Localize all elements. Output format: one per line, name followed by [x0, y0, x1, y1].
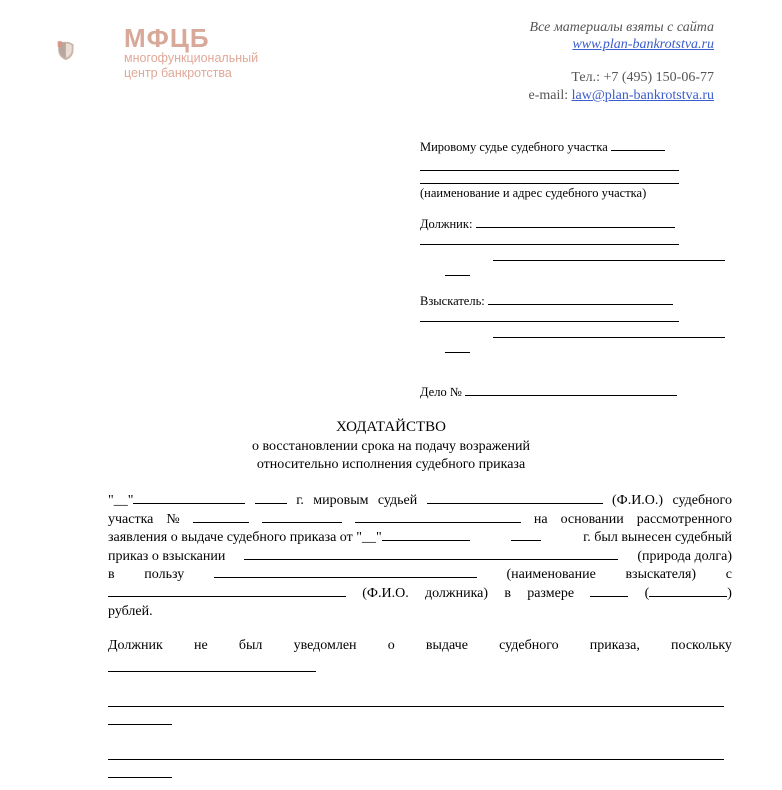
email-link[interactable]: law@plan-bankrotstva.ru [571, 88, 714, 103]
logo-subtitle: многофункциональный центр банкротства [124, 51, 259, 80]
logo-emblem [57, 17, 119, 85]
para-row-1: "__" г. мировым судьей (Ф.И.О.) судебного [108, 493, 732, 508]
blank-line [445, 275, 470, 276]
blank-line [445, 352, 470, 353]
site-link-wrap [572, 36, 714, 53]
para-row-6: (Ф.И.О. должника) в размере ( ) [108, 585, 732, 604]
judge-line: Мировому судье судебного участка [420, 140, 726, 155]
site-link[interactable]: www.plan-bankrotstva.ru [572, 37, 714, 52]
blank-line [108, 759, 724, 760]
blank-line [108, 706, 724, 707]
title-line3: относительно исполнения судебного приказа [256, 457, 526, 472]
para-row-4: приказ о взыскании (природа долга) [108, 548, 732, 564]
document-title: ХОДАТАЙСТВО [336, 419, 446, 435]
main-paragraph [108, 492, 732, 622]
phone: Тел.: +7 (495) 150-06-77 [571, 70, 714, 85]
para-row-2: участка № на основании рассмотренного [108, 511, 732, 527]
logo-brand: МФЦБ [124, 23, 210, 53]
email-line [528, 87, 714, 104]
claimant-line: Взыскатель: [420, 294, 726, 309]
blank-line [493, 260, 725, 261]
notice-paragraph [108, 637, 732, 656]
para-row-5: в пользу (наименование взыскателя) с [108, 567, 732, 582]
case-line: Дело № [420, 385, 726, 400]
blank-line [420, 170, 679, 171]
notice-row-1: Должник не был уведомлен о выдаче судебного приказа, поскольку [108, 638, 732, 653]
blank-line [108, 777, 172, 778]
court-note: (наименование и адрес судебного участка) [420, 186, 647, 200]
blank-line [493, 337, 725, 338]
email-label: e-mail: [528, 88, 572, 103]
blank-line [420, 183, 679, 184]
blank-line [420, 244, 679, 245]
source-text: Все материалы взяты с сайта [529, 20, 714, 35]
para-row-3: заявления о выдаче судебного приказа от "__" г. был вынесен судебный [108, 530, 732, 545]
debtor-line: Должник: [420, 217, 726, 232]
title-line2: о восстановлении срока на подачу возражений [252, 439, 530, 454]
para-row-7: рублей. [108, 604, 153, 619]
blank-line [420, 321, 679, 322]
blank-line [108, 671, 316, 672]
blank-line [108, 724, 172, 725]
